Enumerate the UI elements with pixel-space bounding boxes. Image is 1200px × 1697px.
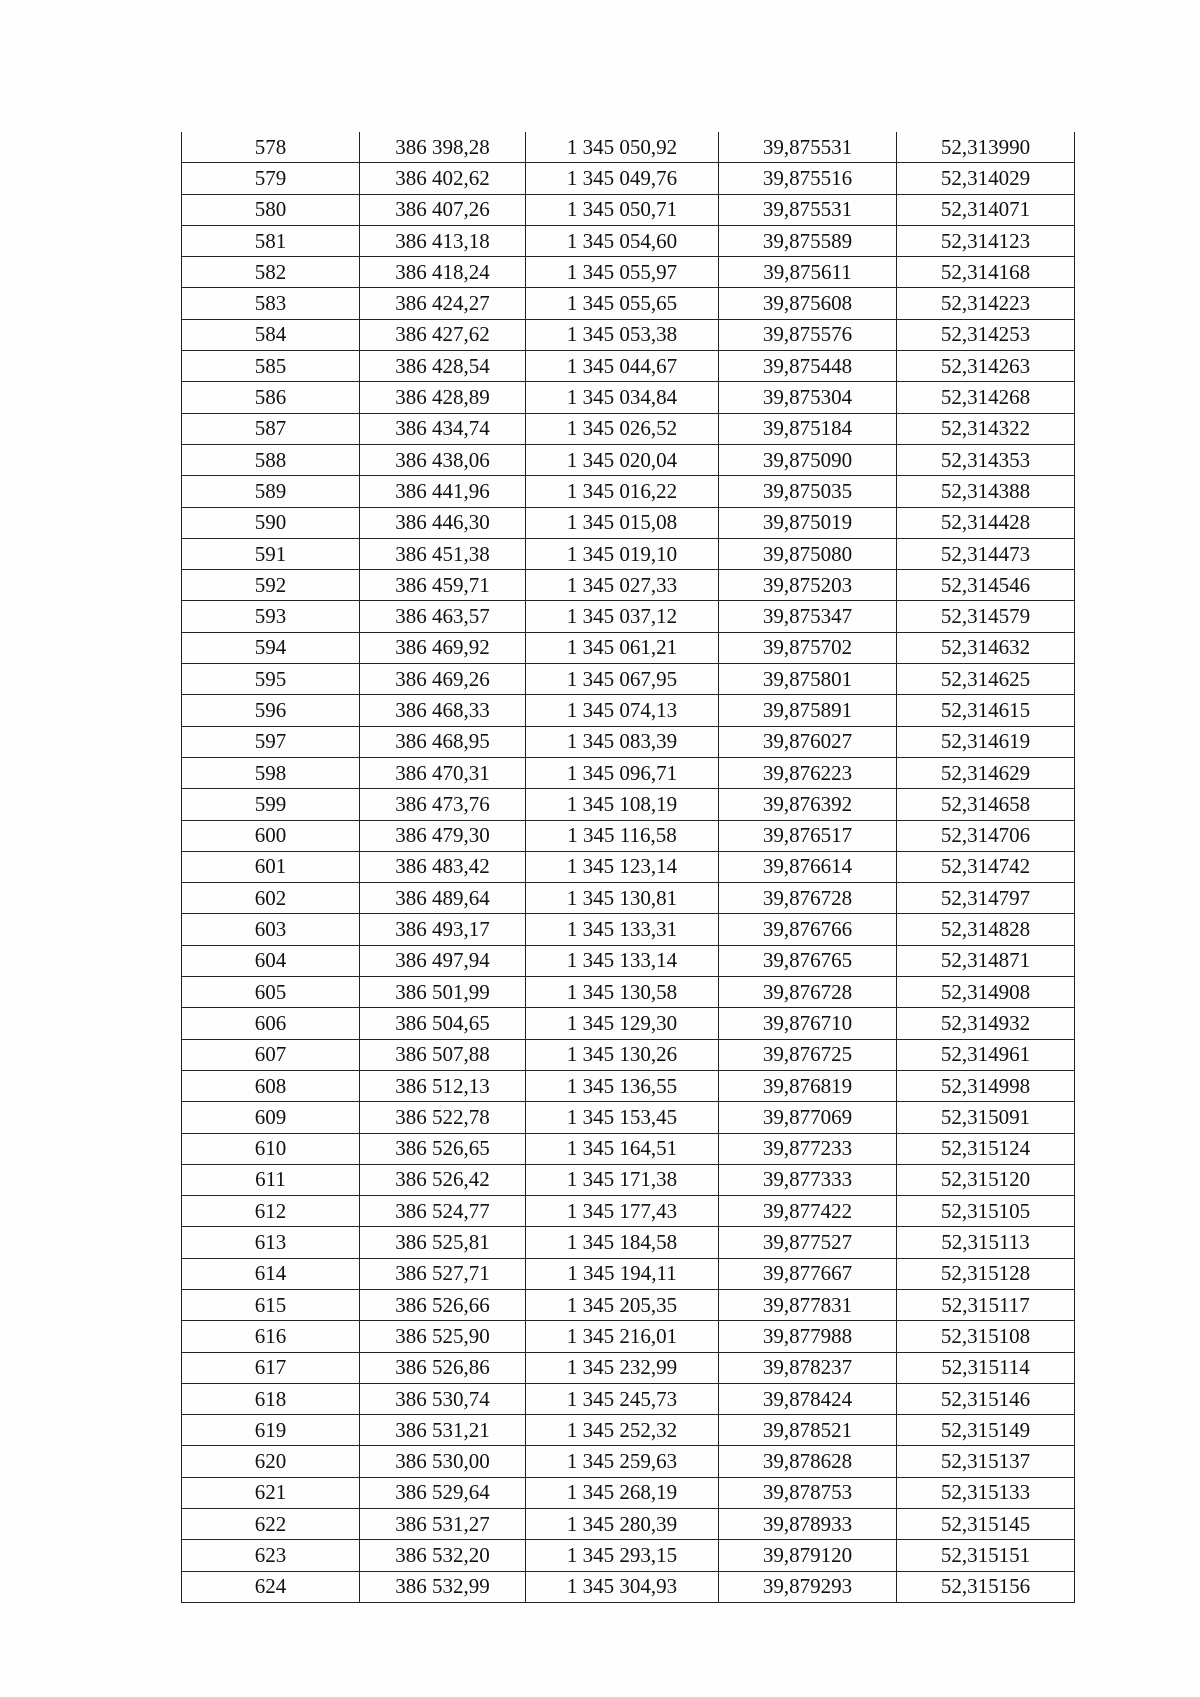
longitude-cell: 39,878628 bbox=[719, 1446, 897, 1477]
table-row bbox=[182, 1196, 1075, 1227]
table-row bbox=[182, 476, 1075, 507]
longitude-cell: 39,877233 bbox=[719, 1133, 897, 1164]
latitude-cell: 52,314223 bbox=[897, 288, 1075, 319]
table-row bbox=[182, 444, 1075, 475]
longitude-cell: 39,875080 bbox=[719, 538, 897, 569]
latitude-cell: 52,315105 bbox=[897, 1196, 1075, 1227]
table-row bbox=[182, 163, 1075, 194]
y-coordinate-cell: 1 345 164,51 bbox=[526, 1133, 719, 1164]
x-coordinate-cell: 386 531,21 bbox=[360, 1415, 526, 1446]
point-number-cell: 624 bbox=[182, 1571, 360, 1602]
table-row bbox=[182, 288, 1075, 319]
table-row bbox=[182, 1383, 1075, 1414]
x-coordinate-cell: 386 522,78 bbox=[360, 1102, 526, 1133]
point-number-cell: 617 bbox=[182, 1352, 360, 1383]
y-coordinate-cell: 1 345 055,97 bbox=[526, 257, 719, 288]
longitude-cell: 39,877422 bbox=[719, 1196, 897, 1227]
table-row bbox=[182, 132, 1075, 163]
y-coordinate-cell: 1 345 133,14 bbox=[526, 945, 719, 976]
longitude-cell: 39,876614 bbox=[719, 851, 897, 882]
longitude-cell: 39,877527 bbox=[719, 1227, 897, 1258]
y-coordinate-cell: 1 345 136,55 bbox=[526, 1070, 719, 1101]
latitude-cell: 52,314632 bbox=[897, 632, 1075, 663]
y-coordinate-cell: 1 345 026,52 bbox=[526, 413, 719, 444]
table-row bbox=[182, 570, 1075, 601]
coordinates-table-body bbox=[182, 132, 1075, 1602]
longitude-cell: 39,878424 bbox=[719, 1383, 897, 1414]
latitude-cell: 52,315145 bbox=[897, 1509, 1075, 1540]
y-coordinate-cell: 1 345 049,76 bbox=[526, 163, 719, 194]
table-row bbox=[182, 225, 1075, 256]
latitude-cell: 52,314871 bbox=[897, 945, 1075, 976]
latitude-cell: 52,314828 bbox=[897, 914, 1075, 945]
point-number-cell: 585 bbox=[182, 351, 360, 382]
longitude-cell: 39,876728 bbox=[719, 883, 897, 914]
table-row bbox=[182, 757, 1075, 788]
point-number-cell: 616 bbox=[182, 1321, 360, 1352]
latitude-cell: 52,314579 bbox=[897, 601, 1075, 632]
x-coordinate-cell: 386 398,28 bbox=[360, 132, 526, 163]
y-coordinate-cell: 1 345 020,04 bbox=[526, 444, 719, 475]
longitude-cell: 39,876223 bbox=[719, 757, 897, 788]
point-number-cell: 618 bbox=[182, 1383, 360, 1414]
longitude-cell: 39,875184 bbox=[719, 413, 897, 444]
latitude-cell: 52,314428 bbox=[897, 507, 1075, 538]
latitude-cell: 52,315156 bbox=[897, 1571, 1075, 1602]
x-coordinate-cell: 386 507,88 bbox=[360, 1039, 526, 1070]
y-coordinate-cell: 1 345 184,58 bbox=[526, 1227, 719, 1258]
latitude-cell: 52,314908 bbox=[897, 977, 1075, 1008]
point-number-cell: 602 bbox=[182, 883, 360, 914]
point-number-cell: 580 bbox=[182, 194, 360, 225]
x-coordinate-cell: 386 470,31 bbox=[360, 757, 526, 788]
latitude-cell: 52,314658 bbox=[897, 789, 1075, 820]
point-number-cell: 609 bbox=[182, 1102, 360, 1133]
x-coordinate-cell: 386 526,86 bbox=[360, 1352, 526, 1383]
y-coordinate-cell: 1 345 096,71 bbox=[526, 757, 719, 788]
table-row bbox=[182, 789, 1075, 820]
latitude-cell: 52,314268 bbox=[897, 382, 1075, 413]
longitude-cell: 39,876392 bbox=[719, 789, 897, 820]
y-coordinate-cell: 1 345 015,08 bbox=[526, 507, 719, 538]
y-coordinate-cell: 1 345 083,39 bbox=[526, 726, 719, 757]
x-coordinate-cell: 386 512,13 bbox=[360, 1070, 526, 1101]
point-number-cell: 619 bbox=[182, 1415, 360, 1446]
y-coordinate-cell: 1 345 216,01 bbox=[526, 1321, 719, 1352]
latitude-cell: 52,315146 bbox=[897, 1383, 1075, 1414]
latitude-cell: 52,314961 bbox=[897, 1039, 1075, 1070]
point-number-cell: 612 bbox=[182, 1196, 360, 1227]
x-coordinate-cell: 386 525,90 bbox=[360, 1321, 526, 1352]
y-coordinate-cell: 1 345 019,10 bbox=[526, 538, 719, 569]
point-number-cell: 593 bbox=[182, 601, 360, 632]
point-number-cell: 604 bbox=[182, 945, 360, 976]
latitude-cell: 52,314546 bbox=[897, 570, 1075, 601]
longitude-cell: 39,876728 bbox=[719, 977, 897, 1008]
point-number-cell: 622 bbox=[182, 1509, 360, 1540]
x-coordinate-cell: 386 493,17 bbox=[360, 914, 526, 945]
latitude-cell: 52,315124 bbox=[897, 1133, 1075, 1164]
table-row bbox=[182, 1258, 1075, 1289]
y-coordinate-cell: 1 345 053,38 bbox=[526, 319, 719, 350]
x-coordinate-cell: 386 483,42 bbox=[360, 851, 526, 882]
point-number-cell: 583 bbox=[182, 288, 360, 319]
point-number-cell: 607 bbox=[182, 1039, 360, 1070]
longitude-cell: 39,878237 bbox=[719, 1352, 897, 1383]
latitude-cell: 52,314706 bbox=[897, 820, 1075, 851]
point-number-cell: 591 bbox=[182, 538, 360, 569]
longitude-cell: 39,876725 bbox=[719, 1039, 897, 1070]
table-row bbox=[182, 977, 1075, 1008]
table-row bbox=[182, 883, 1075, 914]
point-number-cell: 601 bbox=[182, 851, 360, 882]
point-number-cell: 596 bbox=[182, 695, 360, 726]
x-coordinate-cell: 386 525,81 bbox=[360, 1227, 526, 1258]
point-number-cell: 590 bbox=[182, 507, 360, 538]
y-coordinate-cell: 1 345 074,13 bbox=[526, 695, 719, 726]
y-coordinate-cell: 1 345 123,14 bbox=[526, 851, 719, 882]
latitude-cell: 52,314071 bbox=[897, 194, 1075, 225]
y-coordinate-cell: 1 345 245,73 bbox=[526, 1383, 719, 1414]
table-row bbox=[182, 1540, 1075, 1571]
latitude-cell: 52,314029 bbox=[897, 163, 1075, 194]
table-row bbox=[182, 695, 1075, 726]
table-row bbox=[182, 319, 1075, 350]
longitude-cell: 39,877069 bbox=[719, 1102, 897, 1133]
point-number-cell: 614 bbox=[182, 1258, 360, 1289]
latitude-cell: 52,314998 bbox=[897, 1070, 1075, 1101]
longitude-cell: 39,875801 bbox=[719, 664, 897, 695]
x-coordinate-cell: 386 504,65 bbox=[360, 1008, 526, 1039]
point-number-cell: 610 bbox=[182, 1133, 360, 1164]
table-row bbox=[182, 1446, 1075, 1477]
y-coordinate-cell: 1 345 130,26 bbox=[526, 1039, 719, 1070]
x-coordinate-cell: 386 529,64 bbox=[360, 1477, 526, 1508]
x-coordinate-cell: 386 530,74 bbox=[360, 1383, 526, 1414]
y-coordinate-cell: 1 345 016,22 bbox=[526, 476, 719, 507]
y-coordinate-cell: 1 345 171,38 bbox=[526, 1164, 719, 1195]
point-number-cell: 595 bbox=[182, 664, 360, 695]
x-coordinate-cell: 386 428,89 bbox=[360, 382, 526, 413]
table-row bbox=[182, 1571, 1075, 1602]
longitude-cell: 39,875891 bbox=[719, 695, 897, 726]
latitude-cell: 52,314797 bbox=[897, 883, 1075, 914]
longitude-cell: 39,877667 bbox=[719, 1258, 897, 1289]
latitude-cell: 52,314123 bbox=[897, 225, 1075, 256]
point-number-cell: 615 bbox=[182, 1289, 360, 1320]
point-number-cell: 581 bbox=[182, 225, 360, 256]
latitude-cell: 52,314253 bbox=[897, 319, 1075, 350]
table-row bbox=[182, 351, 1075, 382]
x-coordinate-cell: 386 468,95 bbox=[360, 726, 526, 757]
longitude-cell: 39,876027 bbox=[719, 726, 897, 757]
latitude-cell: 52,315120 bbox=[897, 1164, 1075, 1195]
point-number-cell: 620 bbox=[182, 1446, 360, 1477]
point-number-cell: 588 bbox=[182, 444, 360, 475]
latitude-cell: 52,314615 bbox=[897, 695, 1075, 726]
table-row bbox=[182, 1102, 1075, 1133]
longitude-cell: 39,875576 bbox=[719, 319, 897, 350]
table-row bbox=[182, 413, 1075, 444]
y-coordinate-cell: 1 345 232,99 bbox=[526, 1352, 719, 1383]
y-coordinate-cell: 1 345 044,67 bbox=[526, 351, 719, 382]
x-coordinate-cell: 386 413,18 bbox=[360, 225, 526, 256]
point-number-cell: 621 bbox=[182, 1477, 360, 1508]
table-row bbox=[182, 1352, 1075, 1383]
point-number-cell: 623 bbox=[182, 1540, 360, 1571]
y-coordinate-cell: 1 345 293,15 bbox=[526, 1540, 719, 1571]
longitude-cell: 39,879120 bbox=[719, 1540, 897, 1571]
x-coordinate-cell: 386 427,62 bbox=[360, 319, 526, 350]
longitude-cell: 39,875347 bbox=[719, 601, 897, 632]
longitude-cell: 39,876819 bbox=[719, 1070, 897, 1101]
longitude-cell: 39,875019 bbox=[719, 507, 897, 538]
y-coordinate-cell: 1 345 108,19 bbox=[526, 789, 719, 820]
y-coordinate-cell: 1 345 304,93 bbox=[526, 1571, 719, 1602]
y-coordinate-cell: 1 345 194,11 bbox=[526, 1258, 719, 1289]
y-coordinate-cell: 1 345 050,92 bbox=[526, 132, 719, 163]
y-coordinate-cell: 1 345 177,43 bbox=[526, 1196, 719, 1227]
point-number-cell: 589 bbox=[182, 476, 360, 507]
y-coordinate-cell: 1 345 259,63 bbox=[526, 1446, 719, 1477]
coordinates-table bbox=[181, 132, 1075, 1603]
longitude-cell: 39,878933 bbox=[719, 1509, 897, 1540]
x-coordinate-cell: 386 438,06 bbox=[360, 444, 526, 475]
table-row bbox=[182, 1415, 1075, 1446]
table-row bbox=[182, 632, 1075, 663]
latitude-cell: 52,315114 bbox=[897, 1352, 1075, 1383]
point-number-cell: 579 bbox=[182, 163, 360, 194]
table-row bbox=[182, 1289, 1075, 1320]
table-row bbox=[182, 664, 1075, 695]
x-coordinate-cell: 386 526,65 bbox=[360, 1133, 526, 1164]
x-coordinate-cell: 386 526,42 bbox=[360, 1164, 526, 1195]
y-coordinate-cell: 1 345 280,39 bbox=[526, 1509, 719, 1540]
x-coordinate-cell: 386 501,99 bbox=[360, 977, 526, 1008]
table-row bbox=[182, 1133, 1075, 1164]
latitude-cell: 52,314263 bbox=[897, 351, 1075, 382]
table-row bbox=[182, 1008, 1075, 1039]
longitude-cell: 39,875516 bbox=[719, 163, 897, 194]
x-coordinate-cell: 386 524,77 bbox=[360, 1196, 526, 1227]
longitude-cell: 39,876765 bbox=[719, 945, 897, 976]
longitude-cell: 39,878753 bbox=[719, 1477, 897, 1508]
latitude-cell: 52,315128 bbox=[897, 1258, 1075, 1289]
x-coordinate-cell: 386 497,94 bbox=[360, 945, 526, 976]
x-coordinate-cell: 386 441,96 bbox=[360, 476, 526, 507]
x-coordinate-cell: 386 469,92 bbox=[360, 632, 526, 663]
point-number-cell: 600 bbox=[182, 820, 360, 851]
x-coordinate-cell: 386 530,00 bbox=[360, 1446, 526, 1477]
y-coordinate-cell: 1 345 067,95 bbox=[526, 664, 719, 695]
table-row bbox=[182, 1039, 1075, 1070]
latitude-cell: 52,314932 bbox=[897, 1008, 1075, 1039]
y-coordinate-cell: 1 345 061,21 bbox=[526, 632, 719, 663]
x-coordinate-cell: 386 532,99 bbox=[360, 1571, 526, 1602]
x-coordinate-cell: 386 526,66 bbox=[360, 1289, 526, 1320]
latitude-cell: 52,315113 bbox=[897, 1227, 1075, 1258]
table-row bbox=[182, 257, 1075, 288]
longitude-cell: 39,875611 bbox=[719, 257, 897, 288]
point-number-cell: 584 bbox=[182, 319, 360, 350]
longitude-cell: 39,877831 bbox=[719, 1289, 897, 1320]
table-row bbox=[182, 945, 1075, 976]
x-coordinate-cell: 386 434,74 bbox=[360, 413, 526, 444]
latitude-cell: 52,314625 bbox=[897, 664, 1075, 695]
latitude-cell: 52,315108 bbox=[897, 1321, 1075, 1352]
y-coordinate-cell: 1 345 116,58 bbox=[526, 820, 719, 851]
table-row bbox=[182, 1509, 1075, 1540]
table-row bbox=[182, 1164, 1075, 1195]
latitude-cell: 52,315133 bbox=[897, 1477, 1075, 1508]
latitude-cell: 52,314388 bbox=[897, 476, 1075, 507]
x-coordinate-cell: 386 469,26 bbox=[360, 664, 526, 695]
x-coordinate-cell: 386 402,62 bbox=[360, 163, 526, 194]
y-coordinate-cell: 1 345 129,30 bbox=[526, 1008, 719, 1039]
y-coordinate-cell: 1 345 034,84 bbox=[526, 382, 719, 413]
table-row bbox=[182, 601, 1075, 632]
y-coordinate-cell: 1 345 037,12 bbox=[526, 601, 719, 632]
latitude-cell: 52,314322 bbox=[897, 413, 1075, 444]
y-coordinate-cell: 1 345 153,45 bbox=[526, 1102, 719, 1133]
latitude-cell: 52,315091 bbox=[897, 1102, 1075, 1133]
longitude-cell: 39,876517 bbox=[719, 820, 897, 851]
table-row bbox=[182, 382, 1075, 413]
x-coordinate-cell: 386 451,38 bbox=[360, 538, 526, 569]
table-row bbox=[182, 1227, 1075, 1258]
y-coordinate-cell: 1 345 133,31 bbox=[526, 914, 719, 945]
point-number-cell: 594 bbox=[182, 632, 360, 663]
x-coordinate-cell: 386 527,71 bbox=[360, 1258, 526, 1289]
longitude-cell: 39,875090 bbox=[719, 444, 897, 475]
latitude-cell: 52,315151 bbox=[897, 1540, 1075, 1571]
point-number-cell: 613 bbox=[182, 1227, 360, 1258]
point-number-cell: 605 bbox=[182, 977, 360, 1008]
table-row bbox=[182, 914, 1075, 945]
table-row bbox=[182, 507, 1075, 538]
point-number-cell: 603 bbox=[182, 914, 360, 945]
x-coordinate-cell: 386 531,27 bbox=[360, 1509, 526, 1540]
longitude-cell: 39,875702 bbox=[719, 632, 897, 663]
longitude-cell: 39,875531 bbox=[719, 132, 897, 163]
table-row bbox=[182, 1477, 1075, 1508]
latitude-cell: 52,315117 bbox=[897, 1289, 1075, 1320]
latitude-cell: 52,314473 bbox=[897, 538, 1075, 569]
y-coordinate-cell: 1 345 205,35 bbox=[526, 1289, 719, 1320]
longitude-cell: 39,875203 bbox=[719, 570, 897, 601]
y-coordinate-cell: 1 345 027,33 bbox=[526, 570, 719, 601]
point-number-cell: 597 bbox=[182, 726, 360, 757]
table-row bbox=[182, 726, 1075, 757]
latitude-cell: 52,314742 bbox=[897, 851, 1075, 882]
table-row bbox=[182, 851, 1075, 882]
x-coordinate-cell: 386 407,26 bbox=[360, 194, 526, 225]
x-coordinate-cell: 386 479,30 bbox=[360, 820, 526, 851]
point-number-cell: 592 bbox=[182, 570, 360, 601]
point-number-cell: 582 bbox=[182, 257, 360, 288]
y-coordinate-cell: 1 345 252,32 bbox=[526, 1415, 719, 1446]
x-coordinate-cell: 386 459,71 bbox=[360, 570, 526, 601]
latitude-cell: 52,314619 bbox=[897, 726, 1075, 757]
point-number-cell: 586 bbox=[182, 382, 360, 413]
y-coordinate-cell: 1 345 050,71 bbox=[526, 194, 719, 225]
table-row bbox=[182, 194, 1075, 225]
table-row bbox=[182, 820, 1075, 851]
latitude-cell: 52,314353 bbox=[897, 444, 1075, 475]
longitude-cell: 39,875448 bbox=[719, 351, 897, 382]
point-number-cell: 598 bbox=[182, 757, 360, 788]
longitude-cell: 39,875035 bbox=[719, 476, 897, 507]
point-number-cell: 587 bbox=[182, 413, 360, 444]
x-coordinate-cell: 386 473,76 bbox=[360, 789, 526, 820]
longitude-cell: 39,877988 bbox=[719, 1321, 897, 1352]
point-number-cell: 608 bbox=[182, 1070, 360, 1101]
longitude-cell: 39,876710 bbox=[719, 1008, 897, 1039]
x-coordinate-cell: 386 468,33 bbox=[360, 695, 526, 726]
longitude-cell: 39,875531 bbox=[719, 194, 897, 225]
y-coordinate-cell: 1 345 268,19 bbox=[526, 1477, 719, 1508]
table-row bbox=[182, 1070, 1075, 1101]
latitude-cell: 52,314168 bbox=[897, 257, 1075, 288]
latitude-cell: 52,315149 bbox=[897, 1415, 1075, 1446]
point-number-cell: 611 bbox=[182, 1164, 360, 1195]
longitude-cell: 39,877333 bbox=[719, 1164, 897, 1195]
latitude-cell: 52,313990 bbox=[897, 132, 1075, 163]
x-coordinate-cell: 386 532,20 bbox=[360, 1540, 526, 1571]
y-coordinate-cell: 1 345 130,81 bbox=[526, 883, 719, 914]
x-coordinate-cell: 386 463,57 bbox=[360, 601, 526, 632]
longitude-cell: 39,875589 bbox=[719, 225, 897, 256]
point-number-cell: 578 bbox=[182, 132, 360, 163]
longitude-cell: 39,879293 bbox=[719, 1571, 897, 1602]
x-coordinate-cell: 386 489,64 bbox=[360, 883, 526, 914]
y-coordinate-cell: 1 345 055,65 bbox=[526, 288, 719, 319]
point-number-cell: 606 bbox=[182, 1008, 360, 1039]
longitude-cell: 39,875304 bbox=[719, 382, 897, 413]
x-coordinate-cell: 386 418,24 bbox=[360, 257, 526, 288]
table-row bbox=[182, 1321, 1075, 1352]
latitude-cell: 52,315137 bbox=[897, 1446, 1075, 1477]
x-coordinate-cell: 386 446,30 bbox=[360, 507, 526, 538]
table-row bbox=[182, 538, 1075, 569]
latitude-cell: 52,314629 bbox=[897, 757, 1075, 788]
point-number-cell: 599 bbox=[182, 789, 360, 820]
y-coordinate-cell: 1 345 054,60 bbox=[526, 225, 719, 256]
longitude-cell: 39,876766 bbox=[719, 914, 897, 945]
x-coordinate-cell: 386 428,54 bbox=[360, 351, 526, 382]
y-coordinate-cell: 1 345 130,58 bbox=[526, 977, 719, 1008]
longitude-cell: 39,875608 bbox=[719, 288, 897, 319]
x-coordinate-cell: 386 424,27 bbox=[360, 288, 526, 319]
longitude-cell: 39,878521 bbox=[719, 1415, 897, 1446]
